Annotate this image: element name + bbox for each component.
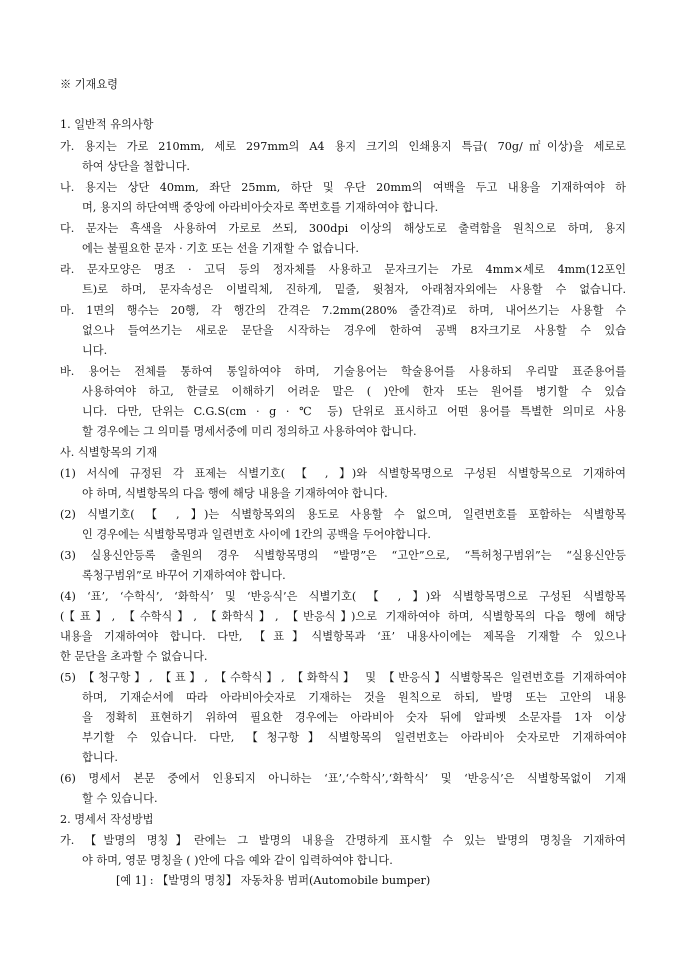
para-5-line-5: 합니다. (82, 751, 118, 764)
section-2-item-ga-line-1: 가. 【발명의 명칭】란에는 그 발명의 내용을 간명하게 표시할 수 있는 발명의 명칭을 기재하여 (60, 834, 626, 847)
para-1-line-1: (1) 서식에 규정된 각 표제는 식별기호( 【 , 】)와 식별항목명으로 구성된 식별항목으로 기재하여 (60, 467, 626, 480)
item-ma-line-2: 없으나 들여쓰기는 새로운 문단을 시작하는 경우에 한하여 공백 8자크기로 사용할 수 있습 (82, 324, 626, 337)
item-ra-line-2: 트)로 하며, 문자속성은 이벌릭체, 진하게, 밑줄, 윗첨자, 아래첨자외에는 사용할 수 없습니다. (82, 283, 626, 296)
para-5-line-3: 을 정확히 표현하기 위하여 필요한 경우에는 아라비아 숫자 뒤에 알파벳 소문자를 1자 이상 (82, 711, 626, 724)
item-ga-line-2: 하여 상단을 철합니다. (82, 160, 190, 173)
item-ga-line-1: 가. 용지는 가로 210mm, 세로 297mm의 A4 용지 크기의 인쇄용지 특급( 70g/㎡이상)을 세로로 (60, 140, 626, 153)
section-2-title: 2. 명세서 작성방법 (60, 813, 154, 826)
para-6-line-1: (6) 명세서 본문 중에서 인용되지 아니하는 ‘표’,‘수학식’,‘화학식’ 및 ‘반응식’은 식별항목없이 기재 (60, 772, 626, 785)
section-1-title: 1. 일반적 유의사항 (60, 118, 154, 131)
item-na-line-1: 나. 용지는 상단 40mm, 좌단 25mm, 하단 및 우단 20mm의 여백을 두고 내용을 기재하여야 하 (60, 181, 626, 194)
item-na-line-2: 며, 용지의 하단여백 중앙에 아라비아숫자로 쪽번호를 기재하여야 합니다. (82, 201, 439, 214)
para-6-line-2: 할 수 있습니다. (82, 792, 158, 805)
item-ra-line-1: 라. 문자모양은 명조 · 고딕 등의 정자체를 사용하고 문자크기는 가로 4mm×세로 4mm(12포인 (60, 263, 626, 276)
para-4-line-3: 내용을 기재하여야 합니다. 다만, 【표】식별항목과 ‘표’ 내용사이에는 제목을 기재할 수 있으나 (60, 630, 626, 643)
item-da-line-1: 다. 문자는 흑색을 사용하여 가로로 쓰되, 300dpi 이상의 해상도로 출력함을 원칙으로 하며, 용지 (60, 222, 626, 235)
para-4-line-2: (【표】, 【수학식】, 【화학식】, 【반응식】)으로 기재하여야 하며, 식별항목의 다음 행에 해당 (60, 610, 626, 623)
para-5-line-4: 부기할 수 있습니다. 다만, 【청구항】식별항목의 일련번호는 아라비아 숫자로만 기재하여야 (82, 731, 626, 744)
section-2-item-ga-line-2: 야 하며, 영문 명칭을 ( )안에 다음 예와 같이 입력하여야 합니다. (82, 854, 393, 867)
para-5-line-1: (5) 【청구항】, 【표】, 【수학식】, 【화학식】 및 【반응식】식별항목은 일련번호를 기재하여야 (60, 671, 626, 684)
item-da-line-2: 에는 불필요한 문자 · 기호 또는 선을 기재할 수 없습니다. (82, 242, 359, 255)
item-ba-line-1: 바. 용어는 전체를 통하여 통일하여야 하며, 기술용어는 학술용어를 사용하되 우리말 표준용어를 (60, 365, 626, 378)
para-4-line-4: 한 문단을 초과할 수 없습니다. (60, 650, 208, 663)
para-2-line-2: 인 경우에는 식별항목명과 일련번호 사이에 1칸의 공백을 두어야합니다. (82, 528, 431, 541)
item-ma-line-1: 마. 1면의 행수는 20행, 각 행간의 간격은 7.2mm(280% 줄간격)로 하며, 내어쓰기는 사용할 수 (60, 304, 626, 317)
para-5-line-2: 하며, 기재순서에 따라 아라비아숫자로 기재하는 것을 원칙으로 하되, 발명 또는 고안의 내용 (82, 691, 626, 704)
section-header: ※ 기재요령 (60, 78, 118, 91)
item-ba-line-2: 사용하여야 하고, 한글로 이해하기 어려운 말은 ( )안에 한자 또는 원어를 병기할 수 있습 (82, 385, 626, 398)
para-2-line-1: (2) 식별기호( 【 , 】)는 식별항목외의 용도로 사용할 수 없으며, 일련번호를 포함하는 식별항목 (60, 508, 626, 521)
para-3-line-1: (3) 실용신안등록 출원의 경우 식별항목명의 “발명”은 “고안”으로, “특허청구범위”는 “실용신안등 (60, 549, 626, 562)
para-4-line-1: (4) ‘표’, ‘수학식’, ‘화학식’ 및 ‘반응식’은 식별기호( 【 , 】)와 식별항목명으로 구성된 식별항목 (60, 590, 626, 603)
item-sa-title: 사. 식별항목의 기재 (60, 446, 158, 459)
item-ba-line-4: 할 경우에는 그 의미를 명세서중에 미리 정의하고 사용하여야 합니다. (82, 425, 417, 438)
item-ba-line-3: 니다. 다만, 단위는 C.G.S(cm · g · ℃ 등) 단위로 표시하고 어떤 용어를 특별한 의미로 사용 (82, 405, 626, 418)
item-ma-line-3: 니다. (82, 344, 108, 357)
para-1-line-2: 야 하며, 식별항목의 다음 행에 해당 내용을 기재하여야 합니다. (82, 487, 388, 500)
para-3-line-2: 록청구범위”로 바꾸어 기재하여야 합니다. (82, 569, 286, 582)
example-1: [예 1] : 【발명의 명칭】 자동차용 범퍼(Automobile bumper) (116, 874, 431, 887)
